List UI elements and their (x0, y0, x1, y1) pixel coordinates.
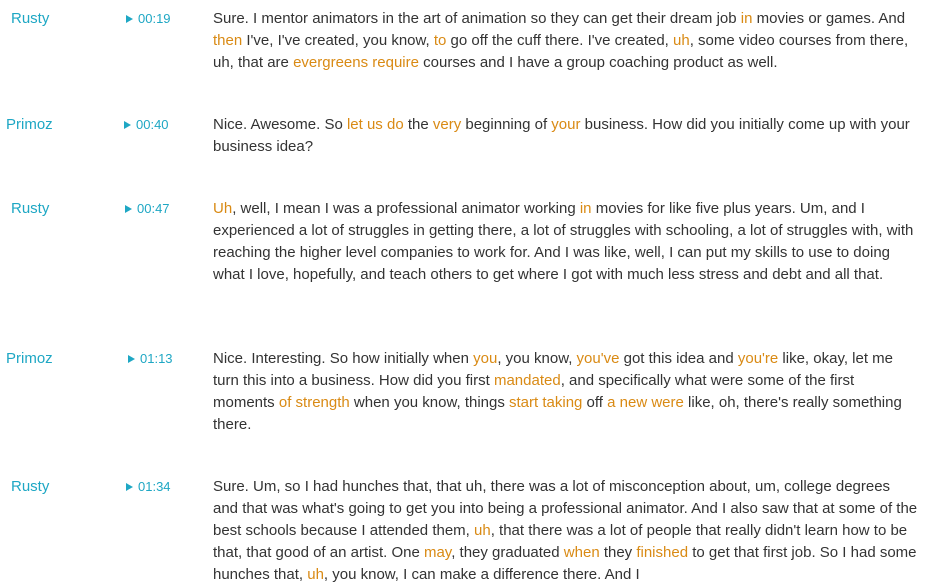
text-segment: like, okay, let me turn this into a business. How did you first (213, 350, 894, 389)
transcript-text[interactable] (213, 198, 919, 286)
highlighted-word: you've (576, 350, 620, 367)
text-segment: , that there was a lot of people that really didn't learn how to be that, that good of an artist. One (213, 522, 908, 561)
highlighted-word: you're (737, 350, 779, 367)
text-segment: Sure. Um, so I had hunches that, that uh, there was a lot of misconception about, um, college degrees and that was what's going to get you into being a professional animator. And I also saw that at some of the best schools because I attended them, (213, 478, 918, 539)
text-segment: , some video courses from there, uh, that are (213, 32, 909, 71)
highlighted-word: your (551, 116, 581, 133)
text-segment: like, oh, there's really something there. (213, 394, 902, 433)
play-icon (125, 205, 132, 213)
timestamp-label: 00:19 (138, 11, 171, 26)
play-icon (124, 121, 131, 129)
highlighted-word: Uh (213, 200, 233, 217)
timestamp-label: 01:13 (140, 351, 173, 366)
highlighted-word: you (473, 350, 498, 367)
text-segment: Nice. Interesting. So how initially when (213, 350, 474, 367)
text-segment: , and specifically what were some of the first moments (213, 372, 855, 411)
timestamp-play-button[interactable] (126, 8, 171, 30)
play-icon (126, 15, 133, 23)
highlighted-word: mandated (493, 372, 561, 389)
text-segment: movies for like five plus years. Um, and I experienced a lot of struggles in getting there, a lot of struggles with schooling, a lot of struggles with, with reaching the higher level companies to work for. And I was like, well, I can put my skills to use to doing what I love, hopefully, and teach others to get where I got with much less stress and debt and all that. (213, 200, 914, 283)
text-segment: they (599, 544, 637, 561)
highlighted-word: in (579, 200, 592, 217)
highlighted-word: finished (636, 544, 689, 561)
highlighted-word: evergreens require (293, 54, 419, 71)
text-segment: Nice. Awesome. So (213, 116, 347, 133)
timestamp-label: 00:40 (136, 117, 169, 132)
highlighted-word: uh (474, 522, 491, 539)
transcript-text[interactable] (213, 114, 919, 158)
text-segment: , you know, I can make a difference there. And I (323, 566, 640, 583)
timestamp-play-button[interactable] (125, 198, 170, 220)
text-segment: got this idea and (619, 350, 738, 367)
highlighted-word: uh (307, 566, 324, 583)
timestamp-label: 00:47 (137, 201, 170, 216)
highlighted-word: then (213, 32, 243, 49)
text-segment: to get that first job. So I had some hunches that, (213, 544, 917, 583)
text-segment: movies or games. And (752, 10, 906, 27)
speaker-name[interactable]: Primoz (6, 350, 53, 367)
timestamp-play-button[interactable] (128, 348, 173, 370)
text-segment: , they graduated (451, 544, 564, 561)
text-segment: Sure. I mentor animators in the art of animation so they can get their dream job (213, 10, 741, 27)
transcript-text[interactable] (213, 8, 919, 74)
highlighted-word: of strength (278, 394, 350, 411)
text-segment: when you know, things (349, 394, 510, 411)
highlighted-word: very (432, 116, 462, 133)
timestamp-label: 01:34 (138, 479, 171, 494)
play-icon (126, 483, 133, 491)
text-segment: I've, I've created, you know, (242, 32, 434, 49)
text-segment: go off the cuff there. I've created, (446, 32, 674, 49)
speaker-name[interactable]: Rusty (11, 200, 50, 217)
highlighted-word: to (433, 32, 447, 49)
text-segment: , you know, (497, 350, 577, 367)
speaker-name[interactable]: Rusty (11, 478, 50, 495)
timestamp-play-button[interactable] (124, 114, 169, 136)
highlighted-word: start taking (509, 394, 583, 411)
highlighted-word: may (423, 544, 452, 561)
text-segment: , well, I mean I was a professional animator working (232, 200, 580, 217)
transcript-text[interactable] (213, 348, 919, 436)
highlighted-word: when (563, 544, 600, 561)
play-icon (128, 355, 135, 363)
text-segment: the (403, 116, 433, 133)
speaker-name[interactable]: Primoz (6, 116, 53, 133)
text-segment: off (582, 394, 608, 411)
highlighted-word: let us do (346, 116, 404, 133)
highlighted-word: uh (673, 32, 690, 49)
text-segment: business. How did you initially come up with your business idea? (213, 116, 910, 155)
transcript-text[interactable] (213, 476, 919, 585)
highlighted-word: in (740, 10, 753, 27)
highlighted-word: a new were (607, 394, 684, 411)
text-segment: beginning of (461, 116, 552, 133)
speaker-name[interactable]: Rusty (11, 10, 50, 27)
timestamp-play-button[interactable] (126, 476, 171, 498)
text-segment: courses and I have a group coaching product as well. (418, 54, 778, 71)
